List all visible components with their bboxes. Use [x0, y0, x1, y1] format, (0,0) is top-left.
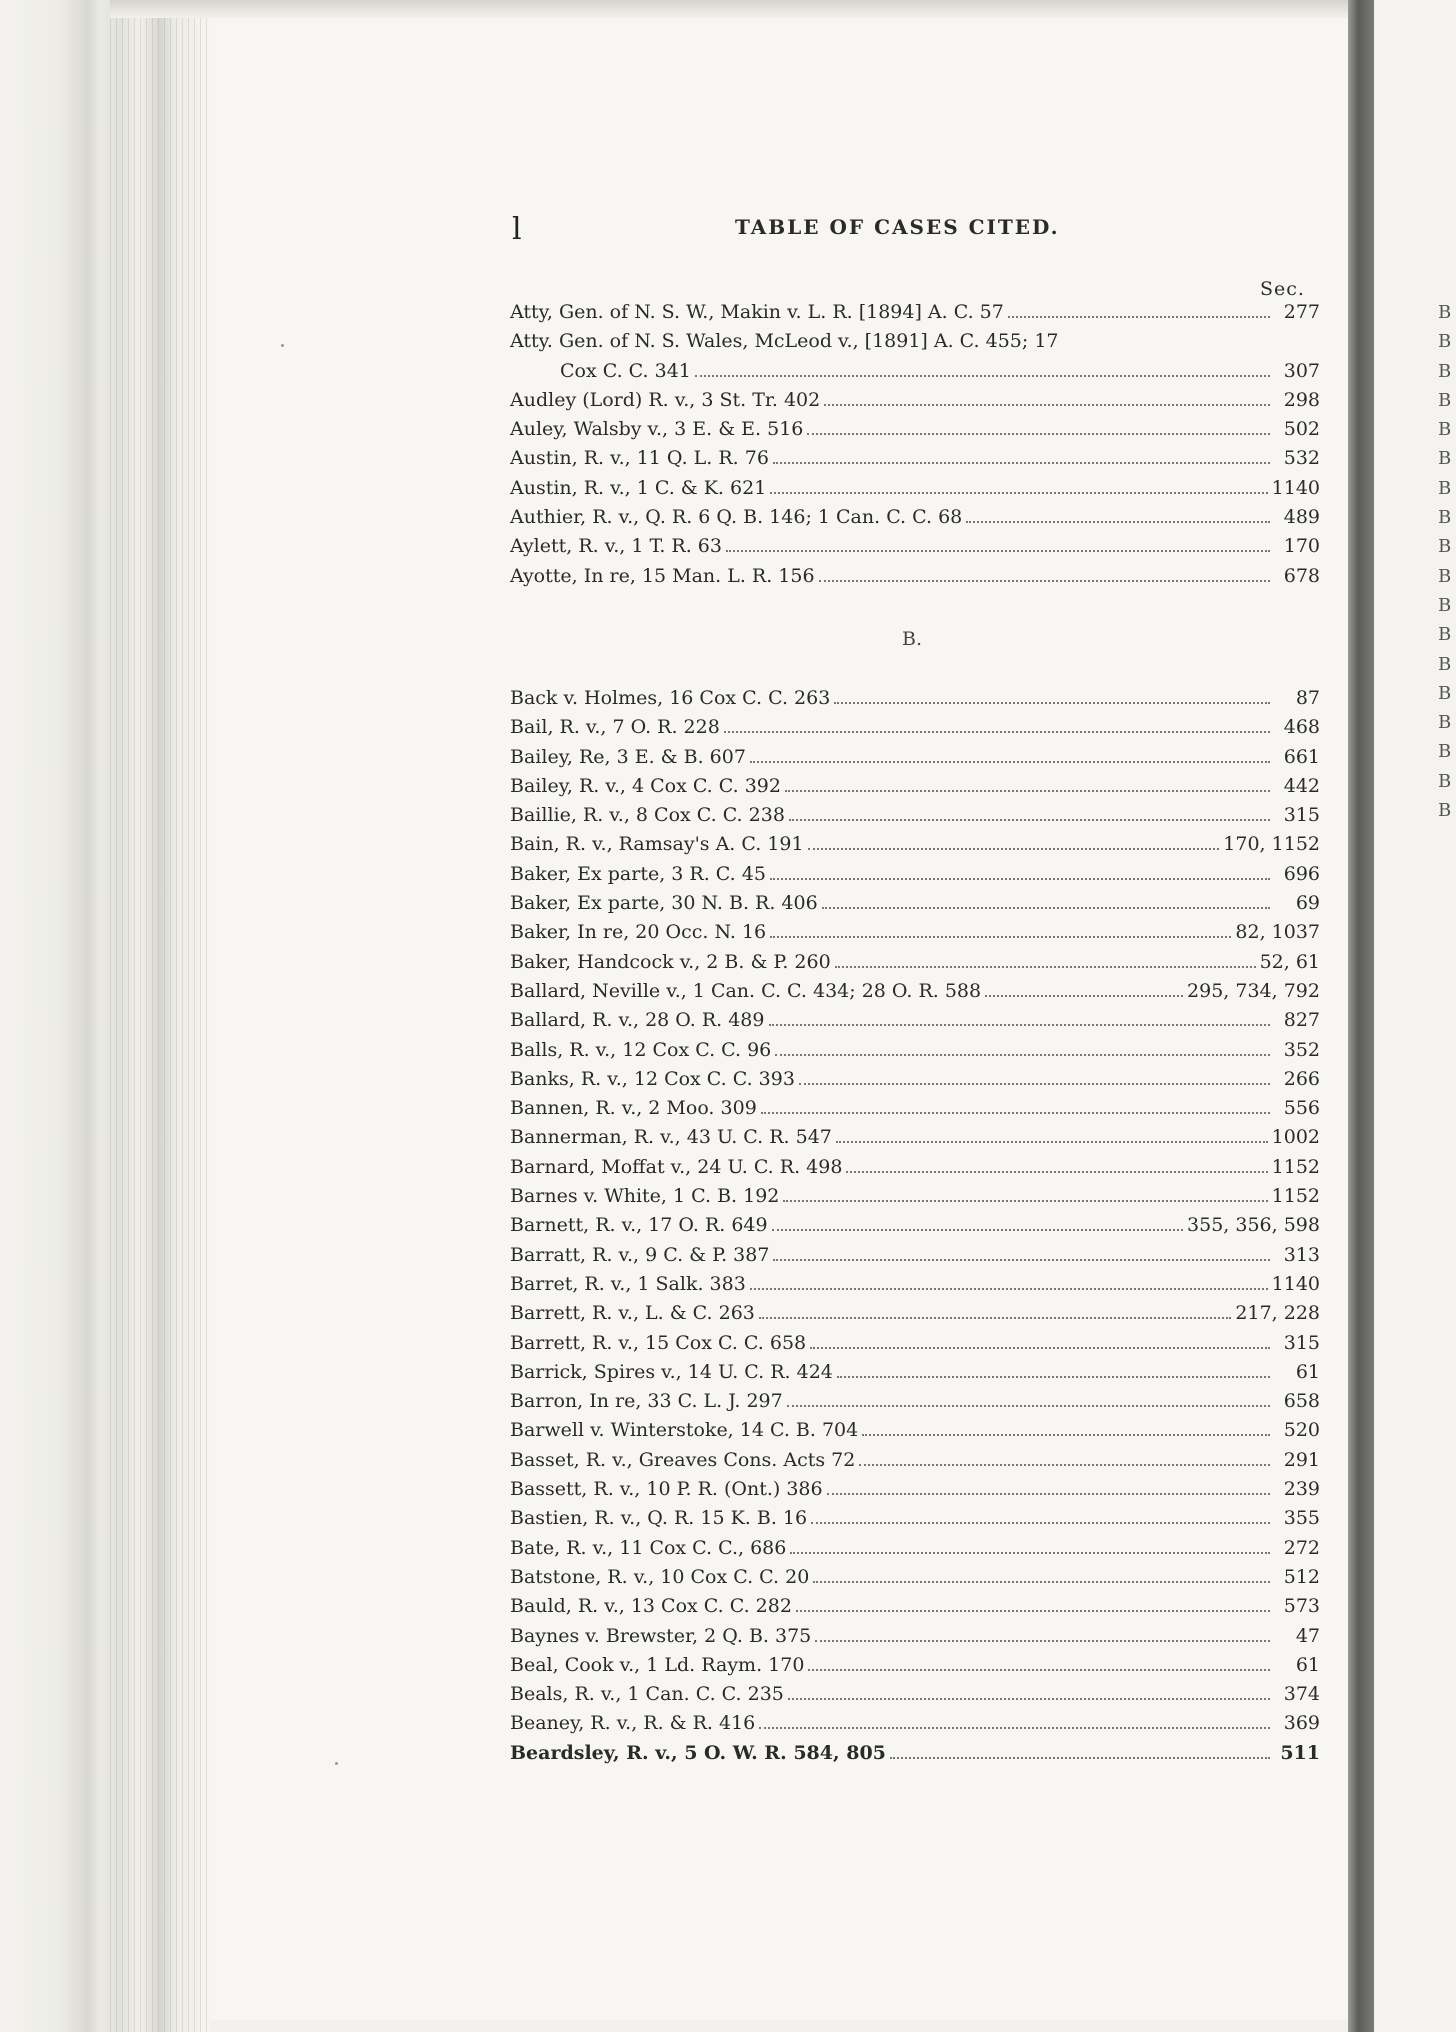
next-page-letter: B: [1438, 536, 1452, 558]
section-letter: B.: [902, 628, 923, 650]
case-entry: [510, 1211, 1320, 1240]
case-entry: [510, 830, 1320, 859]
section-reference: 374: [1283, 1683, 1320, 1706]
section-reference: 61: [1295, 1360, 1320, 1383]
section-reference: 272: [1283, 1536, 1320, 1559]
next-page-letter: B: [1438, 477, 1452, 499]
case-citation: Auley, Walsby v., 3 E. & E. 516: [510, 418, 804, 441]
case-entry: [510, 713, 1320, 742]
case-entry: [510, 532, 1320, 561]
section-reference: 1002: [1271, 1126, 1320, 1149]
case-citation: Beals, R. v., 1 Can. C. C. 235: [510, 1683, 784, 1706]
case-entry: [510, 562, 1320, 591]
case-citation: Bannen, R. v., 2 Moo. 309: [510, 1097, 757, 1120]
case-citation: Austin, R. v., 11 Q. L. R. 76: [510, 447, 769, 470]
dot-leader: [837, 1375, 1270, 1378]
dot-leader: [769, 1023, 1271, 1026]
dot-leader: [808, 847, 1220, 850]
case-entry: [510, 415, 1320, 444]
case-entry: [510, 474, 1320, 503]
case-citation: Beal, Cook v., 1 Ld. Raym. 170: [510, 1653, 805, 1676]
gutter-shadow: [1348, 0, 1374, 2032]
dot-leader: [775, 1053, 1270, 1056]
section-reference: 512: [1283, 1565, 1320, 1588]
section-reference: 298: [1283, 388, 1320, 411]
section-reference: 355: [1283, 1507, 1320, 1530]
dot-leader: [770, 877, 1270, 880]
case-citation: Audley (Lord) R. v., 3 St. Tr. 402: [510, 388, 821, 411]
case-citation: Aylett, R. v., 1 T. R. 63: [510, 535, 722, 558]
section-reference: 307: [1283, 359, 1320, 382]
case-entry: [510, 948, 1320, 977]
case-citation: Baker, Ex parte, 3 R. C. 45: [510, 862, 766, 885]
case-entry: [510, 1563, 1320, 1592]
dot-leader: [985, 994, 1183, 997]
section-reference: 556: [1283, 1097, 1320, 1120]
case-citation: Bassett, R. v., 10 P. R. (Ont.) 386: [510, 1478, 823, 1501]
paper-speck: [281, 344, 284, 347]
paper-speck: [335, 1762, 338, 1765]
case-citation: Baker, Handcock v., 2 B. & P. 260: [510, 950, 831, 973]
case-entry: [510, 1651, 1320, 1680]
section-reference: 1140: [1271, 1272, 1320, 1295]
sec-column-label: Sec.: [1260, 278, 1305, 300]
dot-leader: [773, 461, 1270, 464]
section-reference: 355, 356, 598: [1187, 1214, 1320, 1237]
dot-leader: [770, 491, 1267, 494]
case-entry: [510, 801, 1320, 830]
dot-leader: [808, 1668, 1270, 1671]
case-citation: Ballard, R. v., 28 O. R. 489: [510, 1009, 765, 1032]
case-citation: Bain, R. v., Ramsay's A. C. 191: [510, 833, 804, 856]
case-entry: [510, 1622, 1320, 1651]
entries-a-list: [510, 298, 1320, 591]
dot-leader: [788, 1697, 1270, 1700]
case-citation: Bail, R. v., 7 O. R. 228: [510, 716, 720, 739]
dot-leader: [759, 1316, 1232, 1319]
section-reference: 61: [1295, 1653, 1320, 1676]
case-entry: [510, 1065, 1320, 1094]
dot-leader: [890, 1756, 1270, 1759]
section-reference: 291: [1283, 1448, 1320, 1471]
case-entry: [510, 386, 1320, 415]
section-reference: 313: [1283, 1243, 1320, 1266]
case-citation: Barnard, Moffat v., 24 U. C. R. 498: [510, 1155, 843, 1178]
section-reference: 315: [1283, 804, 1320, 827]
section-reference: 573: [1283, 1595, 1320, 1618]
next-page-letter: B: [1438, 565, 1452, 587]
case-citation: Cox C. C. 341: [560, 359, 691, 382]
case-entry: [510, 1739, 1320, 1768]
case-entry: [510, 1387, 1320, 1416]
next-page-letter: B: [1438, 624, 1452, 646]
case-entry: [510, 684, 1320, 713]
case-entry: [510, 1241, 1320, 1270]
case-citation: Austin, R. v., 1 C. & K. 621: [510, 476, 767, 499]
case-entry: [510, 743, 1320, 772]
dot-leader: [790, 1551, 1270, 1554]
section-reference: 489: [1283, 506, 1320, 529]
case-citation: Barrett, R. v., L. & C. 263: [510, 1302, 755, 1325]
dot-leader: [822, 906, 1270, 909]
dot-leader: [859, 1463, 1270, 1466]
dot-leader: [1008, 315, 1270, 318]
case-entry: [510, 1182, 1320, 1211]
dot-leader: [796, 1609, 1270, 1612]
case-citation: Bate, R. v., 11 Cox C. C., 686: [510, 1536, 787, 1559]
next-page-letter: B: [1438, 389, 1452, 411]
case-citation: Bailey, Re, 3 E. & B. 607: [510, 745, 746, 768]
entries-b-list: [510, 684, 1320, 1768]
case-entry: [510, 860, 1320, 889]
next-page-letter: B: [1438, 800, 1452, 822]
case-entry: [510, 977, 1320, 1006]
dot-leader: [836, 1140, 1268, 1143]
case-citation: Banks, R. v., 12 Cox C. C. 393: [510, 1067, 795, 1090]
next-page-letter: B: [1438, 682, 1452, 704]
case-citation: Barratt, R. v., 9 C. & P. 387: [510, 1243, 770, 1266]
section-reference: 170: [1283, 535, 1320, 558]
dot-leader: [811, 1521, 1270, 1524]
section-reference: 1140: [1271, 476, 1320, 499]
case-entry: [510, 357, 1320, 386]
case-citation: Barrett, R. v., 15 Cox C. C. 658: [510, 1331, 807, 1354]
case-citation: Authier, R. v., Q. R. 6 Q. B. 146; 1 Can. C. C. 68: [510, 506, 963, 529]
dot-leader: [772, 1228, 1183, 1231]
next-page-letter: B: [1438, 302, 1452, 323]
section-reference: 266: [1283, 1067, 1320, 1090]
case-citation: Ballard, Neville v., 1 Can. C. C. 434; 28 O. R. 588: [510, 979, 982, 1002]
case-entry: [510, 1534, 1320, 1563]
dot-leader: [815, 1639, 1270, 1642]
case-entry: [510, 1036, 1320, 1065]
case-citation: Balls, R. v., 12 Cox C. C. 96: [510, 1038, 772, 1061]
case-entry: [510, 918, 1320, 947]
section-reference: 661: [1283, 745, 1320, 768]
case-citation: Ayotte, In re, 15 Man. L. R. 156: [510, 564, 815, 587]
dot-leader: [726, 549, 1270, 552]
case-citation: Atty, Gen. of N. S. W., Makin v. L. R. [1894] A. C. 57: [510, 301, 1004, 323]
next-page-letter: B: [1438, 331, 1452, 353]
page-title: TABLE OF CASES CITED.: [735, 215, 1060, 239]
case-entry: [510, 1416, 1320, 1445]
case-entry: [510, 1446, 1320, 1475]
case-citation: Batstone, R. v., 10 Cox C. C. 20: [510, 1565, 810, 1588]
next-page-letter: B: [1438, 507, 1452, 529]
next-page-letter: B: [1438, 712, 1452, 734]
case-citation: Beardsley, R. v., 5 O. W. R. 584, 805: [510, 1741, 886, 1764]
dot-leader: [966, 520, 1270, 523]
dot-leader: [862, 1433, 1270, 1436]
section-reference: 170, 1152: [1223, 833, 1320, 856]
dot-leader: [787, 1404, 1270, 1407]
next-page-letter: B: [1438, 594, 1452, 616]
dot-leader: [799, 1082, 1270, 1085]
case-citation: Atty. Gen. of N. S. Wales, McLeod v., [1891] A. C. 455; 17: [510, 330, 1059, 353]
section-reference: 295, 734, 792: [1187, 979, 1320, 1002]
case-entry: [510, 1709, 1320, 1738]
case-entry: [510, 298, 1320, 327]
case-citation: Barnett, R. v., 17 O. R. 649: [510, 1214, 768, 1237]
dot-leader: [835, 965, 1256, 968]
dot-leader: [824, 403, 1270, 406]
case-citation: Baynes v. Brewster, 2 Q. B. 375: [510, 1624, 812, 1647]
case-entry: [510, 1270, 1320, 1299]
case-citation: Back v. Holmes, 16 Cox C. C. 263: [510, 687, 831, 709]
dot-leader: [810, 1346, 1270, 1349]
section-reference: 502: [1283, 418, 1320, 441]
dot-leader: [827, 1492, 1270, 1495]
dot-leader: [785, 789, 1270, 792]
dot-leader: [770, 935, 1231, 938]
dot-leader: [750, 1287, 1268, 1290]
section-reference: 47: [1295, 1624, 1320, 1647]
case-entry: [510, 1329, 1320, 1358]
section-reference: 69: [1295, 892, 1320, 915]
page-edge-lines: [110, 0, 210, 2032]
case-citation: Baker, Ex parte, 30 N. B. R. 406: [510, 892, 818, 915]
section-reference: 87: [1295, 687, 1320, 709]
section-reference: 511: [1280, 1741, 1320, 1764]
section-reference: 217, 228: [1235, 1302, 1320, 1325]
next-page-letter: B: [1438, 741, 1452, 763]
case-entry: [510, 889, 1320, 918]
case-citation: Bailey, R. v., 4 Cox C. C. 392: [510, 774, 781, 797]
dot-leader: [773, 1258, 1270, 1261]
case-entry: [510, 1094, 1320, 1123]
case-citation: Barron, In re, 33 C. L. J. 297: [510, 1390, 783, 1413]
case-citation: Barrick, Spires v., 14 U. C. R. 424: [510, 1360, 833, 1383]
case-entry: [510, 1592, 1320, 1621]
section-reference: 678: [1283, 564, 1320, 587]
dot-leader: [813, 1580, 1270, 1583]
case-citation: Barwell v. Winterstoke, 14 C. B. 704: [510, 1419, 859, 1442]
case-citation: Barnes v. White, 1 C. B. 192: [510, 1185, 780, 1208]
section-reference: 369: [1283, 1712, 1320, 1735]
next-page-letter: B: [1438, 653, 1452, 675]
dot-leader: [695, 374, 1270, 377]
section-reference: 658: [1283, 1390, 1320, 1413]
dot-leader: [807, 432, 1270, 435]
section-reference: 82, 1037: [1235, 921, 1320, 944]
case-entry: [510, 1680, 1320, 1709]
next-page-letters: [1438, 298, 1456, 825]
section-reference: 532: [1283, 447, 1320, 470]
dot-leader: [759, 1726, 1270, 1729]
case-entry: [510, 1153, 1320, 1182]
section-reference: 468: [1283, 716, 1320, 739]
case-entry: [510, 1123, 1320, 1152]
next-page-letter: B: [1438, 360, 1452, 382]
next-page-letter: B: [1438, 770, 1452, 792]
section-reference: 1152: [1271, 1155, 1320, 1178]
case-entry: [510, 1475, 1320, 1504]
section-reference: 442: [1283, 774, 1320, 797]
case-entry: [510, 444, 1320, 473]
next-page-letter: B: [1438, 448, 1452, 470]
case-entry: [510, 772, 1320, 801]
case-citation: Beaney, R. v., R. & R. 416: [510, 1712, 756, 1735]
section-reference: 239: [1283, 1478, 1320, 1501]
case-citation: Baillie, R. v., 8 Cox C. C. 238: [510, 804, 785, 827]
case-citation: Bauld, R. v., 13 Cox C. C. 282: [510, 1595, 792, 1618]
section-reference: 1152: [1271, 1185, 1320, 1208]
case-entry: [510, 1006, 1320, 1035]
section-reference: 520: [1283, 1419, 1320, 1442]
case-citation: Bastien, R. v., Q. R. 15 K. B. 16: [510, 1507, 808, 1530]
case-citation: Bannerman, R. v., 43 U. C. R. 547: [510, 1126, 832, 1149]
next-page-letter: B: [1438, 419, 1452, 441]
case-citation: Basset, R. v., Greaves Cons. Acts 72: [510, 1448, 856, 1471]
dot-leader: [789, 818, 1270, 821]
page-top-shadow: [110, 0, 1350, 18]
section-reference: 696: [1283, 862, 1320, 885]
dot-leader: [819, 579, 1270, 582]
section-reference: 827: [1283, 1009, 1320, 1032]
section-reference: 315: [1283, 1331, 1320, 1354]
page-number: l: [512, 212, 522, 247]
section-reference: 277: [1283, 301, 1320, 323]
dot-leader: [724, 730, 1270, 733]
case-citation: Barret, R. v., 1 Salk. 383: [510, 1272, 746, 1295]
section-reference: 352: [1283, 1038, 1320, 1061]
case-entry: [510, 1504, 1320, 1533]
case-entry: [510, 503, 1320, 532]
case-citation: Baker, In re, 20 Occ. N. 16: [510, 921, 767, 944]
case-entry: [510, 327, 1320, 356]
dot-leader: [750, 760, 1270, 763]
dot-leader: [846, 1170, 1267, 1173]
case-entry: [510, 1299, 1320, 1328]
dot-leader: [834, 701, 1270, 704]
case-entry: [510, 1358, 1320, 1387]
dot-leader: [761, 1111, 1270, 1114]
section-reference: 52, 61: [1259, 950, 1320, 973]
dot-leader: [783, 1199, 1267, 1202]
